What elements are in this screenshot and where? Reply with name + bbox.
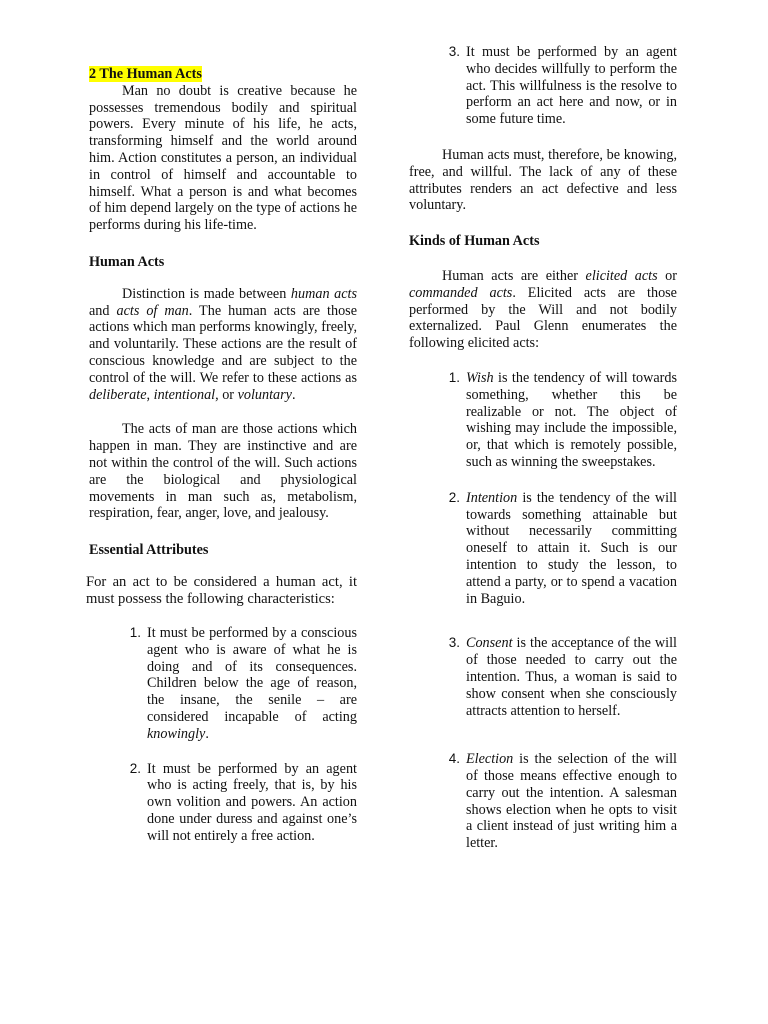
essential-intro: For an act to be considered a human act, it must possess the following characteristics: bbox=[86, 573, 357, 608]
list-number: 3. bbox=[448, 44, 460, 59]
human-acts-heading: Human Acts bbox=[89, 253, 165, 270]
list-number: 2. bbox=[129, 760, 141, 776]
essential-attributes-list bbox=[129, 624, 357, 845]
list-number: 1. bbox=[129, 624, 141, 640]
term-voluntary: voluntary bbox=[237, 386, 292, 403]
human-acts-paragraph-1 bbox=[89, 286, 357, 404]
text-run: or bbox=[657, 267, 677, 284]
term-wish: Wish bbox=[466, 369, 494, 386]
list-text: It must be performed by an agent who decides willfully to perform the act. This willfulness is the resolve to perform an act here and now, or in some future time. bbox=[466, 44, 677, 128]
term-elicited-acts: elicited acts bbox=[585, 267, 658, 284]
list-text: is the tendency of the will towards something attainable but without necessarily committing oneself to attain it. Such is our intention to study the lesson, to attend a party, or to spend a vacation in Baguio. bbox=[466, 489, 677, 607]
essential-conclusion: Human acts must, therefore, be knowing, free, and willful. The lack of any of these attributes renders an act defective and less voluntary. bbox=[409, 146, 677, 214]
list-number: 2. bbox=[448, 489, 460, 505]
essential-attributes-list-continued bbox=[448, 44, 677, 128]
list-number: 4. bbox=[448, 751, 460, 767]
human-acts-paragraph-2: The acts of man are those actions which happen in man. They are instinctive and are not within the control of the will. Such actions are the biological and physiological movements in man such as, metabolism, respiration, fear, anger, love, and jealousy. bbox=[89, 421, 357, 522]
list-text: is the tendency of will towards something, whether this be realizable or not. The object of wishing may include the impossible, or, that which is remotely possible, such as winning the sweepstakes. bbox=[466, 369, 677, 470]
list-text: is the acceptance of the will of those needed to carry out the intention. Thus, a woman is said to show consent when she consciously attracts attention to herself. bbox=[466, 635, 677, 719]
list-text-end: . bbox=[205, 725, 209, 742]
section-title bbox=[89, 66, 357, 83]
term-consent: Consent bbox=[466, 635, 513, 652]
intro-paragraph: Man no doubt is creative because he possesses tremendous bodily and spiritual powers. Every minute of his life, he acts, transforming himself and the world around him. Action constitutes a person, an individual in control of himself and accountable to himself. What a person is and what becomes of him depend largely on the type of actions he performs during his life-time. bbox=[89, 82, 357, 234]
list-text: It must be performed by an agent who is acting freely, that is, by his own volition and powers. An action done under duress and against one’s will not entirely a free action. bbox=[147, 760, 357, 844]
list-item bbox=[129, 760, 357, 845]
list-text: It must be performed by a conscious agent who is aware of what he is doing and of its consequences. Children below the age of reason, the insane, the senile – are considered incapable of acting bbox=[147, 624, 357, 725]
text-run: . bbox=[291, 386, 296, 403]
term-election: Election bbox=[466, 751, 514, 768]
text-run: , bbox=[146, 386, 154, 403]
term-intention: Intention bbox=[466, 489, 518, 506]
list-item bbox=[448, 369, 677, 471]
term-acts-of-man: acts of man bbox=[116, 302, 189, 319]
right-column bbox=[409, 44, 677, 852]
list-item bbox=[448, 751, 677, 852]
text-run: , or bbox=[215, 386, 238, 403]
kinds-intro bbox=[409, 268, 677, 352]
list-text: is the selection of the will of those means effective enough to carry out the intention. A salesman shows election when he opts to visit a client instead of just writing him a letter. bbox=[466, 751, 677, 852]
term-commanded-acts: commanded acts bbox=[409, 284, 513, 301]
left-column bbox=[86, 64, 357, 844]
term-deliberate: deliberate bbox=[89, 386, 147, 403]
list-item bbox=[448, 635, 677, 719]
text-run: . The human acts are those actions which man performs knowingly, freely, and voluntarily. These actions are the result of conscious knowledge and are subject to the control of the will. We refer to these actions as bbox=[89, 302, 357, 386]
essential-attributes-heading: Essential Attributes bbox=[89, 542, 209, 559]
text-run: Human acts are either bbox=[442, 267, 586, 284]
list-number: 1. bbox=[448, 369, 460, 385]
term-human-acts: human acts bbox=[290, 285, 357, 302]
list-item bbox=[448, 44, 677, 128]
text-run: and bbox=[89, 302, 117, 319]
list-number: 3. bbox=[448, 635, 460, 651]
kinds-heading: Kinds of Human Acts bbox=[409, 233, 540, 250]
list-item bbox=[448, 489, 677, 608]
elicited-acts-list bbox=[448, 369, 677, 852]
term-knowingly: knowingly bbox=[147, 725, 206, 742]
text-run: . Elicited acts are those performed by the Will and not bodily externalized. Paul Glenn enumerates the following elicited acts: bbox=[409, 284, 677, 352]
text-run: Distinction is made between bbox=[122, 285, 291, 302]
section-title-text: 2 The Human Acts bbox=[89, 66, 202, 82]
term-intentional: intentional bbox=[153, 386, 216, 403]
list-item bbox=[129, 624, 357, 743]
